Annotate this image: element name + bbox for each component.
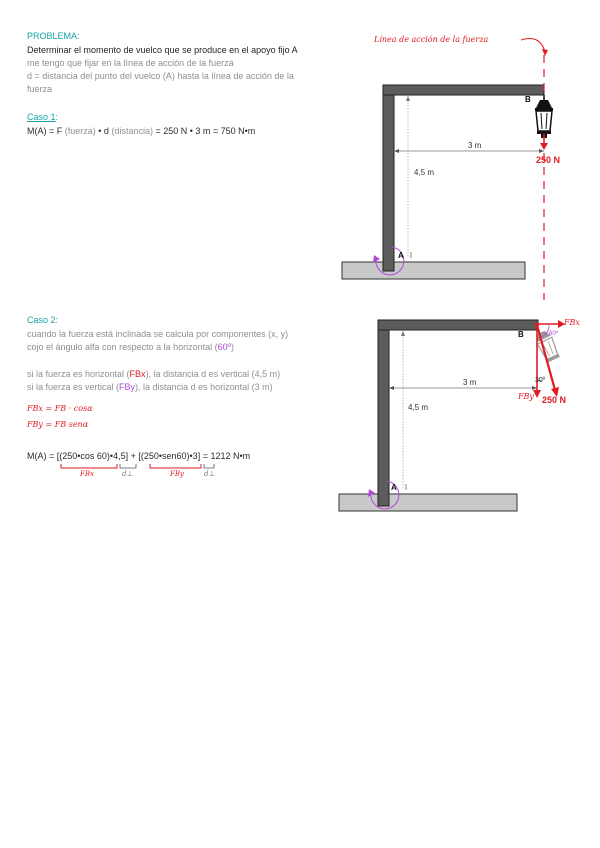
arrow-head [540,143,548,150]
case1-title-row [27,112,58,122]
case1-vertical-dimension: 4,5 m [414,168,435,177]
brace-fbx [61,464,117,468]
problem-statement: Determinar el momento de vuelco que se produce en el apoyo fijo A [27,45,298,55]
case2-horizontal-dimension: 3 m [463,378,477,387]
case2-angle-30-label: 30º [535,377,546,384]
line-of-action-pointer [521,39,545,53]
problem-note-line-of-action: me tengo que fijar en la línea de acción de la fuerza [27,58,234,68]
pole-beam [378,320,538,330]
arrow-head [401,331,405,336]
ground-block [342,262,525,279]
case1-formula-result: = 250 N • 3 m = 750 N•m [152,126,256,136]
case2-point-b: B [518,330,524,339]
point-b-dot [535,323,539,327]
case2-force-label: 250 N [542,395,567,405]
arrow-head [394,149,399,153]
case1-title-colon: : [55,112,59,122]
case2-vertical-text-end: ), la distancia d es horizontal (3 m) [135,382,273,392]
case2-angle-value: 60º [217,342,231,352]
case2-angle-note [27,342,234,352]
case2-handwritten-fbx: FBx = FB · cosα [27,404,93,413]
brace-fbx-label: FBx [80,470,94,478]
brace-d2-label: d⊥ [204,470,216,478]
case1-formula-distance-note: (distancia) [111,126,153,136]
brace-fby [150,464,201,468]
case1-horizontal-dimension: 3 m [468,141,482,150]
case2-fby-term: FBy [119,382,136,392]
arrow-head [539,149,544,153]
lantern-icon [535,95,553,138]
problem-heading: PROBLEMA: [27,31,80,41]
pole-column [378,320,389,506]
line-of-action-label: Línea de acción de la fuerza [374,35,489,44]
case1-force-label: 250 N [536,155,561,165]
case1-formula-part: M(A) = F [27,126,65,136]
case2-handwritten-fby: FBy = FB senα [27,420,89,429]
case2-fbx-label: FBx [564,318,580,327]
case1-point-a: A [398,251,404,260]
case2-moment-formula: M(A) = [(250•cos 60)•4,5] + [(250•sen60)•3] = 1212 N•m [27,451,251,461]
case1-formula-force-note: (fuerza) [64,126,96,136]
arrow-head [542,49,548,56]
case2-fby-label: FBy [518,392,534,401]
problem-note-distance: d = distancia del punto del vuelco (A) hasta la línea de acción de la [27,71,294,81]
case2-point-a: A [391,483,397,492]
case2-horizontal-text: si la fuerza es horizontal ( [27,369,130,379]
ground-block [339,494,517,511]
brace-d1-label: d⊥ [122,470,134,478]
case2-fbx-term: FBx [129,369,146,379]
case2-horizontal-note [27,369,280,379]
arrow-head [406,96,410,101]
case2-figure [330,308,600,528]
case1-formula-part: • d [95,126,112,136]
case2-vertical-note [27,382,273,392]
arrow-head [389,386,394,390]
pole-beam [383,85,544,95]
case2-angle-text-end: ) [230,342,234,352]
problem-note-distance-cont: fuerza [27,84,53,94]
case2-vertical-text: si la fuerza es vertical ( [27,382,120,392]
case1-title: Caso 1 [27,112,56,122]
case2-vertical-dimension: 4,5 m [408,403,429,412]
case2-title: Caso 2: [27,315,59,325]
case1-formula [27,126,255,136]
brace-d1 [120,464,136,468]
case2-angle-60-label: 60º [549,331,558,337]
case2-horizontal-text-end: ), la distancia d es vertical (4,5 m) [145,369,281,379]
case2-components-note: cuando la fuerza está inclinada se calcula por componentes (x, y) [27,329,289,339]
arrow-head [533,390,541,398]
case2-angle-text: cojo el ángulo alfa con respecto a la horizontal ( [27,342,218,352]
brace-d2 [204,464,214,468]
brace-fby-label: FBy [170,470,184,478]
pole-column [383,85,394,271]
case1-point-b: B [525,95,531,104]
